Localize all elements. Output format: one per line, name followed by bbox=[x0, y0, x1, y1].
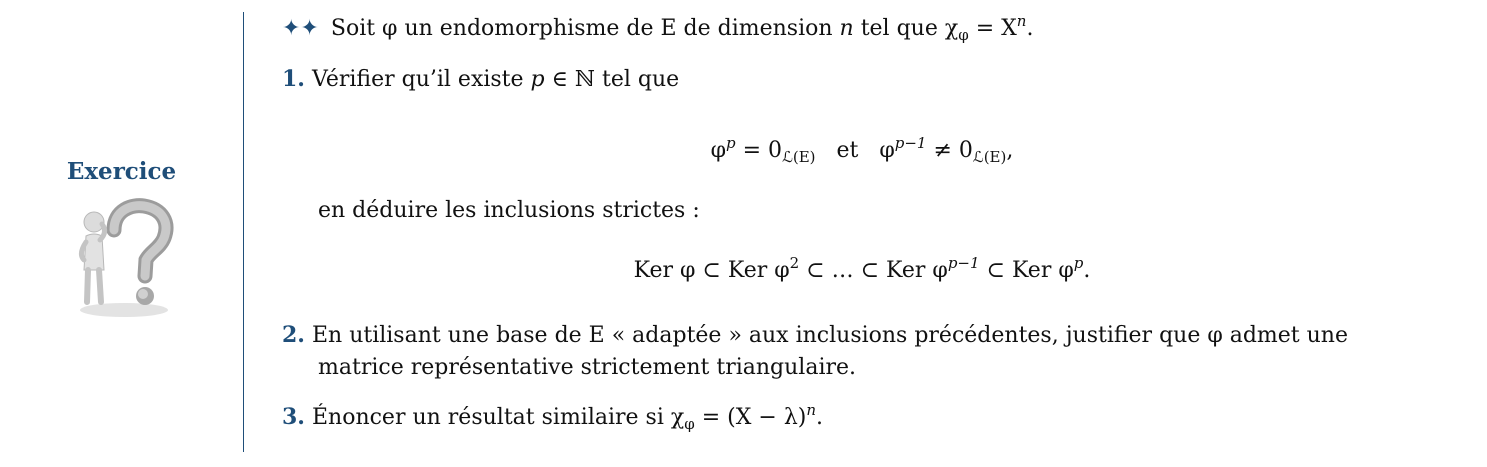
question-1-continuation: en déduire les inclusions strictes : bbox=[318, 198, 700, 223]
vertical-rule bbox=[243, 12, 244, 452]
sidebar bbox=[0, 0, 243, 467]
question-2: 2. En utilisant une base de E « adaptée » aux inclusions précédentes, justifier que φ admet une bbox=[282, 322, 1348, 348]
question-number: 3. bbox=[282, 404, 305, 430]
display-equation-2: Ker φ ⊂ Ker $\varphi^2$ ⊂ … ⊂ Ker $\varphi^{p-1}$ ⊂ Ker $\varphi^p$. bbox=[633, 254, 1091, 283]
question-1: 1. Vérifier qu’il existe p ∈ ℕ tel que bbox=[282, 66, 680, 92]
exercise-heading: Exercice bbox=[66, 158, 177, 185]
question-number: 1. bbox=[282, 66, 305, 92]
thinking-figure-icon bbox=[72, 192, 176, 318]
exercise-intro: ✦✦ Soit φ un endomorphisme de E de dimension n tel que $\chi_\varphi = X^n$. bbox=[282, 12, 1034, 44]
difficulty-stars: ✦✦ bbox=[282, 16, 319, 41]
question-2-line-2: matrice représentative strictement triangulaire. bbox=[318, 355, 857, 380]
question-3: 3. Énoncer un résultat similaire si $\chi_\varphi = (X - \lambda)^n$. bbox=[282, 401, 824, 433]
display-equation-1: $\varphi^p = 0_{ℒ(E)}$ et $\varphi^{p-1} \ne 0_{ℒ(E)}$, bbox=[710, 134, 1014, 166]
question-number: 2. bbox=[282, 322, 305, 348]
